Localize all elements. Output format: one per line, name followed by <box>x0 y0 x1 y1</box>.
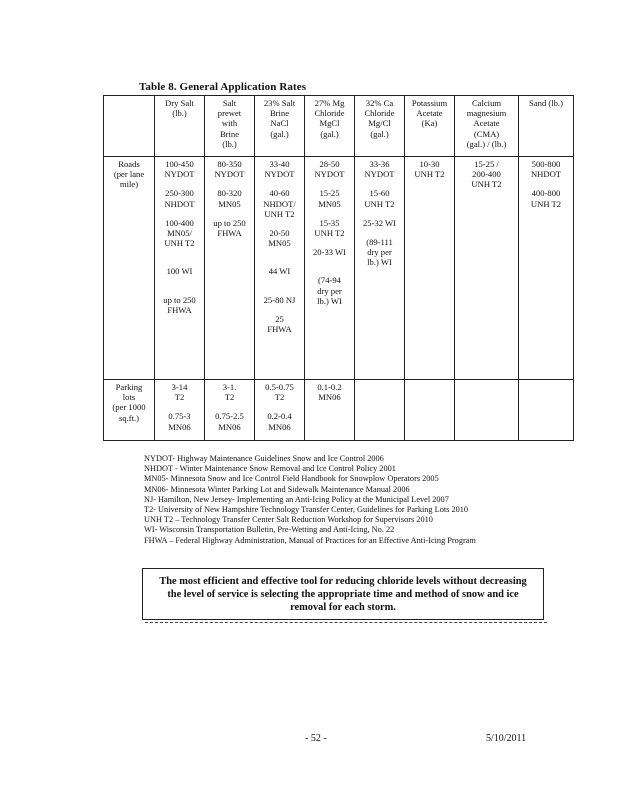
table-cell: 100-450 NYDOT 250-300 NHDOT 100-400 MN05/ UNH T2 100 WI up to 250 FHWA <box>155 157 205 380</box>
table-header-row <box>104 96 574 157</box>
abbreviation-item: NHDOT - Winter Maintenance Snow Removal and Ice Control Policy 2001 <box>144 464 396 474</box>
header-cell-0 <box>104 96 155 157</box>
table-row-roads <box>104 157 574 380</box>
header-cell-potassium-acetate: Potassium Acetate (Ka) <box>405 96 455 157</box>
table-cell: 3-14 T2 0.75-3 MN06 <box>155 380 205 441</box>
table-cell: 0.5-0.75 T2 0.2-0.4 MN06 <box>255 380 305 441</box>
page-number: - 52 - <box>305 733 327 744</box>
header-cell-cma: Calcium magnesium Acetate (CMA) (gal.) / (lb.) <box>455 96 519 157</box>
callout-box: The most efficient and effective tool for reducing chloride levels without decreasing the level of service is selecting the appropriate time and method of snow and ice removal for each storm. <box>142 568 544 620</box>
table-cell: 33-40 NYDOT 40-60 NHDOT/ UNH T2 20-50 MN05 44 WI 25-80 NJ 25 FHWA <box>255 157 305 380</box>
abbreviation-item: UNH T2 – Technology Transfer Center Salt Reduction Workshop for Supervisors 2010 <box>144 515 433 525</box>
row-label-parking-lots: Parking lots (per 1000 sq.ft.) <box>104 380 155 441</box>
row-label-roads: Roads (per lane mile) <box>104 157 155 380</box>
abbreviation-item: MN05- Minnesota Snow and Ice Control Field Handbook for Snowplow Operators 2005 <box>144 474 439 484</box>
abbreviation-item: FHWA – Federal Highway Administration, Manual of Practices for an Effective Anti-Icing Program <box>144 535 476 545</box>
table-cell: 28-50 NYDOT 15-25 MN05 15-35 UNH T2 20-33 WI (74-94 dry per lb.) WI <box>305 157 355 380</box>
callout-shadow-rule <box>145 620 547 623</box>
header-cell-sand: Sand (lb.) <box>519 96 574 157</box>
table-cell: 80-350 NYDOT 80-320 MN05 up to 250 FHWA <box>205 157 255 380</box>
table-cell: 500-800 NHDOT 400-800 UNH T2 <box>519 157 574 380</box>
table-cell <box>519 380 574 441</box>
table-cell <box>355 380 405 441</box>
header-cell-salt-prewet: Salt prewet with Brine (lb.) <box>205 96 255 157</box>
table-cell: 33-36 NYDOT 15-60 UNH T2 25-32 WI (89-111 dry per lb.) WI <box>355 157 405 380</box>
table-row-parking-lots <box>104 380 574 441</box>
table-cell <box>455 380 519 441</box>
abbreviation-item: WI- Wisconsin Transportation Bulletin, Pre-Wetting and Anti-Icing, No. 22 <box>144 525 395 535</box>
header-cell-ca-chloride: 32% Ca Chloride Mg/Cl (gal.) <box>355 96 405 157</box>
header-cell-salt-brine: 23% Salt Brine NaCl (gal.) <box>255 96 305 157</box>
abbreviation-item: MN06- Minnesota Winter Parking Lot and Sidewalk Maintenance Manual 2006 <box>144 484 410 494</box>
abbreviation-item: NYDOT- Highway Maintenance Guidelines Snow and Ice Control 2006 <box>144 454 384 463</box>
abbreviation-item: T2- University of New Hampshire Technology Transfer Center, Guidelines for Parking Lots 2010 <box>144 505 469 515</box>
table-cell: 15-25 / 200-400 UNH T2 <box>455 157 519 380</box>
page-date: 5/10/2011 <box>486 733 527 744</box>
application-rates-table <box>103 95 574 441</box>
abbreviation-item: NJ- Hamilton, New Jersey- Implementing an Anti-Icing Policy at the Municipal Level 2007 <box>144 494 449 504</box>
table-cell: 0.1-0.2 MN06 <box>305 380 355 441</box>
table-cell: 3-1. T2 0.75-2.5 MN06 <box>205 380 255 441</box>
header-cell-mg-chloride: 27% Mg Chloride MgCl (gal.) <box>305 96 355 157</box>
table-cell <box>405 380 455 441</box>
table-title: Table 8. General Application Rates <box>139 81 307 93</box>
abbreviation-list <box>144 454 476 546</box>
table-cell: 10-30 UNH T2 <box>405 157 455 380</box>
header-cell-dry-salt: Dry Salt (lb.) <box>155 96 205 157</box>
